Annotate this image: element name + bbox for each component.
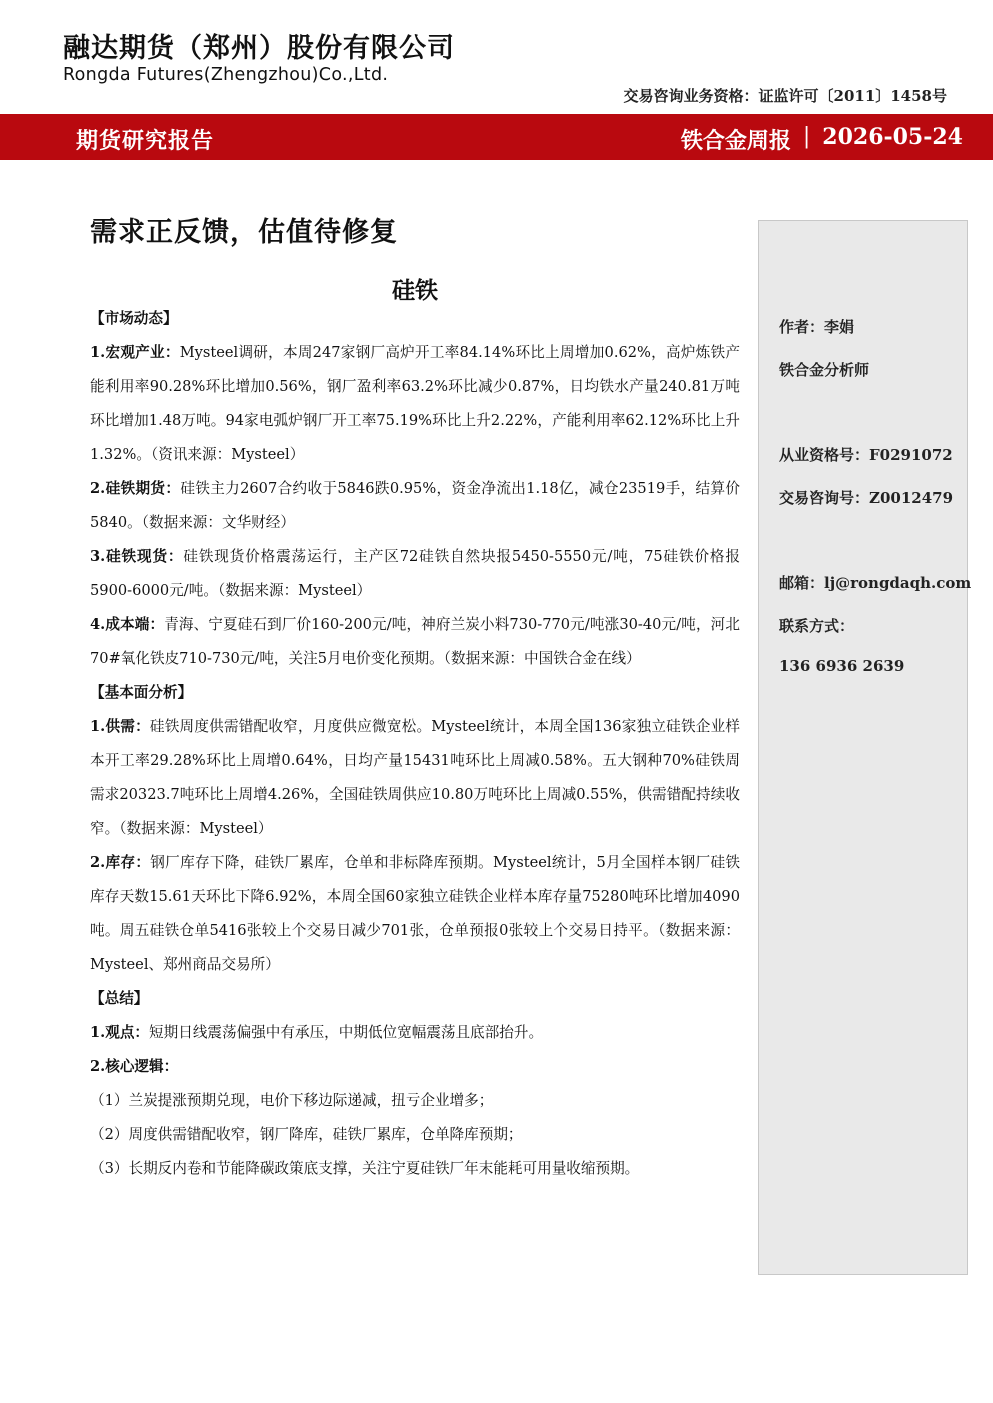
market-item — [90, 472, 740, 540]
contact-label: 联系方式： — [779, 617, 855, 635]
fundamental-item-lead: 1.供需： — [90, 718, 150, 735]
summary-logic-item: （1）兰炭提涨预期兑现，电价下移边际递减，扭亏企业增多； — [90, 1092, 494, 1109]
fundamental-item — [90, 710, 740, 846]
market-item-text: 青海、宁夏硅石到厂价160-200元/吨，神府兰炭小料730-770元/吨涨30-40元/吨，河北70#氧化铁皮710-730元/吨，关注5月电价变化预期。（数据来源：中国铁合金在线） — [90, 616, 740, 667]
market-item-lead: 2.硅铁期货： — [90, 480, 181, 497]
market-item-lead: 1.宏观产业： — [90, 344, 180, 361]
company-name-en: Rongda Futures(Zhengzhou)Co.,Ltd. — [63, 65, 389, 85]
report-body — [90, 302, 740, 1186]
report-headline: 需求正反馈，估值待修复 — [90, 217, 398, 248]
summary-view-lead: 1.观点： — [90, 1024, 150, 1041]
market-item-lead: 3.硅铁现货： — [90, 548, 184, 565]
banner-report-type: 铁合金周报 — [680, 128, 791, 154]
author-qualification: 从业资格号：F0291072 — [779, 446, 953, 464]
fundamental-item-lead: 2.库存： — [90, 854, 151, 871]
market-item-text: 硅铁现货价格震荡运行，主产区72硅铁自然块报5450-5550元/吨，75硅铁价格报5900-6000元/吨。（数据来源：Mysteel） — [90, 548, 740, 599]
contact-phone[interactable]: 136 6936 2639 — [779, 657, 905, 675]
banner-report-date: 2026-05-24 — [822, 124, 963, 150]
banner-separator: | — [802, 124, 811, 149]
author-name: 作者：李娟 — [779, 318, 855, 336]
summary-view-text: 短期日线震荡偏强中有承压，中期低位宽幅震荡且底部抬升。 — [149, 1024, 544, 1041]
market-item — [90, 608, 740, 676]
market-item — [90, 540, 740, 608]
section-title-market: 【市场动态】 — [90, 310, 178, 327]
license-info: 交易咨询业务资格：证监许可〔2011〕1458号 — [623, 87, 947, 105]
market-item — [90, 336, 740, 472]
report-subtitle: 硅铁 — [392, 277, 438, 304]
fundamental-item-text: 钢厂库存下降，硅铁厂累库，仓单和非标降库预期。Mysteel统计，5月全国样本钢厂硅铁库存天数15.61天环比下降6.92%，本周全国60家独立硅铁企业样本库存量75280吨环比增加4090吨。周五硅铁仓单5416张较上个交易日减少701张，仓单预报0张较上个交易日持平。（数据来源：Mysteel、郑州商品交易所） — [90, 854, 740, 973]
fundamental-item-text: 硅铁周度供需错配收窄，月度供应微宽松。Mysteel统计，本周全国136家独立硅铁企业样本开工率29.28%环比上周增0.64%，日均产量15431吨环比上周减0.58%。五大钢种70%硅铁周需求20323.7吨环比上周增4.26%，全国硅铁周供应10.80万吨环比上周减0.55%，供需错配持续收窄。（数据来源：Mysteel） — [90, 718, 740, 837]
market-item-lead: 4.成本端： — [90, 616, 165, 633]
company-name-cn: 融达期货（郑州）股份有限公司 — [63, 33, 455, 64]
summary-logic-item: （2）周度供需错配收窄，钢厂降库，硅铁厂累库，仓单降库预期； — [90, 1126, 523, 1143]
section-title-fundamental: 【基本面分析】 — [90, 684, 193, 701]
author-email[interactable]: 邮箱：lj@rongdaqh.com — [779, 574, 972, 592]
market-item-text: Mysteel调研，本周247家钢厂高炉开工率84.14%环比上周增加0.62%，高炉炼铁产能利用率90.28%环比增加0.56%，钢厂盈利率63.2%环比减少0.87%，日均铁水产量240.81万吨环比增加1.48万吨。94家电弧炉钢厂开工率75.19%环比上升2.22%，产能利用率62.12%环比上升1.32%。（资讯来源：Mysteel） — [90, 344, 740, 463]
banner-report-meta — [681, 124, 963, 155]
banner-report-category: 期货研究报告 — [76, 128, 215, 154]
market-item-text: 硅铁主力2607合约收于5846跌0.95%，资金净流出1.18亿，减仓23519手，结算价5840。（数据来源：文华财经） — [90, 480, 740, 531]
author-sidebar — [758, 220, 972, 1275]
summary-view — [90, 1016, 740, 1050]
report-banner — [0, 114, 993, 160]
fundamental-item — [90, 846, 740, 982]
section-title-summary: 【总结】 — [90, 990, 149, 1007]
author-consult-number: 交易咨询号：Z0012479 — [779, 489, 954, 507]
summary-logic-item: （3）长期反内卷和节能降碳政策底支撑，关注宁夏硅铁厂年末能耗可用量收缩预期。 — [90, 1160, 640, 1177]
author-role: 铁合金分析师 — [779, 361, 870, 379]
summary-logic-lead: 2.核心逻辑： — [90, 1058, 179, 1075]
